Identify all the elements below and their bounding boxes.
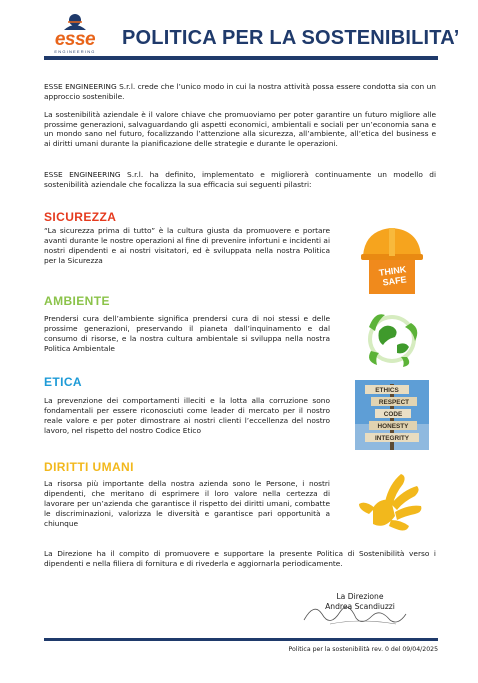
section-text-diritti-umani: La risorsa più importante della nostra azienda sono le Persone, i nostri dipendenti, che meritano di esprimere il loro valore nella certezza di lavorare per un’azienda che garantisce il rispetto dei diritti umani, combatte le discriminazioni, valorizza le diversità e garantisce pari opportunità a chiunque xyxy=(44,479,330,528)
footer-divider xyxy=(44,638,438,641)
document-header xyxy=(0,0,478,60)
think-safe-helmet-icon xyxy=(355,222,429,302)
footer-revision: Politica per la sostenibilità rev. 0 del 09/04/2025 xyxy=(288,646,438,653)
ethics-signpost-icon xyxy=(355,380,429,450)
logo-wordmark: esse xyxy=(54,29,96,50)
sign-text-integrity: INTEGRITY xyxy=(374,435,410,442)
section-title-diritti-umani: DIRITTI UMANI xyxy=(44,460,134,474)
page-title: POLITICA PER LA SOSTENIBILITA’ xyxy=(122,27,460,49)
yellow-hand-icon xyxy=(355,468,429,538)
esse-logo xyxy=(44,12,106,56)
section-title-ambiente: AMBIENTE xyxy=(44,294,110,308)
intro-paragraph-3: ESSE ENGINEERING S.r.l. ha definito, implementato e migliorerà continuamente un modello di sostenibilità aziendale che focalizza la sua efficacia sui seguenti pilastri: xyxy=(44,170,436,189)
helmet-text-safe: SAFE xyxy=(381,274,408,288)
section-title-etica: ETICA xyxy=(44,375,82,389)
sign-text-honesty: HONESTY xyxy=(377,423,409,430)
intro-paragraph-2: La sostenibilità aziendale è il valore chiave che promuoviamo per poter garantire un futuro migliore alle prossime generazioni, salvaguardando gli aspetti economici, ambientali e sociali per un’economia sana e un mondo sano nel futuro, focalizzando l’attenzione alla sicurezza, all’ambiente, all’etica del business e ai diritti umani durante la pianificazione delle strategie e durante le operazioni. xyxy=(44,110,436,148)
section-text-ambiente: Prendersi cura dell’ambiente significa prendersi cura di noi stessi e delle prossime generazioni, preservando il pianeta dall’inquinamento e dal consumo di risorse, e la nostra cultura ambientale si sviluppa nella nostra Politica Ambientale xyxy=(44,314,330,353)
sign-text-ethics: ETHICS xyxy=(375,387,399,394)
green-globe-icon xyxy=(355,305,429,371)
section-text-etica: La prevenzione dei comportamenti illeciti e la lotta alla corruzione sono fondamentali per essere riconosciuti come leader di mercato per il nostro reale valore e per poter dimostrare ai nostri clienti l’eccellenza del nostro lavoro, nel rispetto del nostro Codice Etico xyxy=(44,396,330,435)
section-text-sicurezza: “La sicurezza prima di tutto” è la cultura giusta da promuovere e portare avanti durante le nostre operazioni al fine di prevenire infortuni e incidenti ai nostri dipendenti e ai nostri visitatori, ed è sviluppata nella nostra Politica per la Sicurezza xyxy=(44,226,330,265)
sign-text-code: CODE xyxy=(383,411,403,418)
helmet-text-think: THINK xyxy=(378,264,407,278)
signature-role: La Direzione xyxy=(336,592,384,601)
closing-paragraph: La Direzione ha il compito di promuovere e supportare la presente Politica di Sostenibilità verso i dipendenti e nella filiera di fornitura e di rivederla e aggiornarla periodicamente. xyxy=(44,549,436,568)
sign-text-respect: RESPECT xyxy=(378,399,410,406)
signature-name: Andrea Scandiuzzi xyxy=(325,602,395,611)
logo-subtitle: ENGINEERING xyxy=(54,49,96,54)
intro-paragraph-1: ESSE ENGINEERING S.r.l. crede che l’unico modo in cui la nostra attività possa essere condotta sia con un approccio sostenibile. xyxy=(44,82,436,101)
title-divider xyxy=(44,56,438,60)
section-title-sicurezza: SICUREZZA xyxy=(44,210,117,224)
